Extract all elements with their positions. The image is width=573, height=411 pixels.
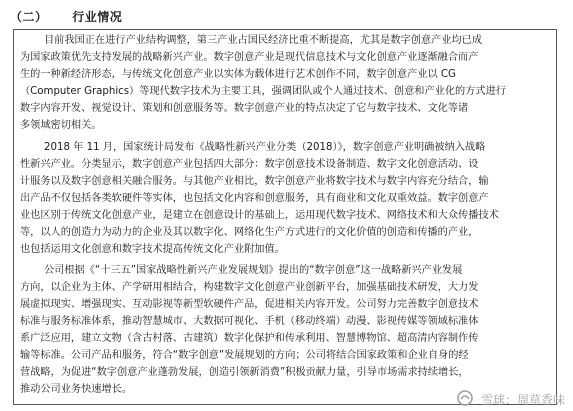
text-line: 输等标准。公司产品和服务，符合“数字创意”发展规划的方向；公司将结合国家政策和企业自身的经 bbox=[20, 350, 469, 361]
text-line: 标准与服务标准体系，推动智慧城市、大数据可视化、手机（移动终端）动漫、影视传媒等领域标准体 bbox=[20, 316, 479, 327]
text-line: 公司根据《“十三五”国家战略性新兴产业发展规划》提出的“数字创意”这一战略新兴产业发展 bbox=[44, 265, 463, 276]
watermark bbox=[457, 390, 565, 408]
text-line: 性新兴产业。分类显示，数字创意产业包括四大部分：数字创意技术设备制造、数字文化创意活动、设 bbox=[20, 159, 479, 170]
watermark-text: 雪球：周草香味 bbox=[480, 393, 565, 407]
text-line: 数字内容开发、视觉设计、策划和创意服务等。数字创意产业的特点决定了它与数字技术、文化等诸 bbox=[20, 103, 469, 114]
snowball-logo-icon bbox=[457, 390, 473, 411]
text-line: 业也区别于传统文化创意产业，是建立在创意设计的基础上，运用现代数字技术、网络技术和大众传播技术 bbox=[20, 210, 499, 221]
section-title: 行业情况 bbox=[72, 10, 123, 24]
text-line: 计服务以及数字创意相关融合服务。与其他产业相比，数字创意产业将数字技术与数字内容充分结合，输 bbox=[20, 176, 489, 187]
section-heading bbox=[10, 8, 122, 26]
section-number: （二） bbox=[10, 10, 48, 24]
text-line: 方向，以企业为主体、产学研用相结合，构建数字文化创意产业创新平台，加强基础技术研发，大力发 bbox=[20, 282, 479, 293]
text-line: 推动公司业务快速增长。 bbox=[20, 384, 133, 395]
content-box bbox=[13, 29, 557, 405]
text-line: 也包括运用文化创意和数字技术提高传统文化产业附加值。 bbox=[20, 244, 285, 255]
text-line: 等，以人的创造力为动力的企业及其以数字化、网络化生产方式进行的文化价值的创造和传播的产业， bbox=[20, 227, 479, 238]
text-line: 目前我国正在进行产业结构调整，第三产业占国民经济比重不断提高，尤其是数字创意产业均已成 bbox=[44, 35, 483, 46]
text-line: 2018 年 11 月，国家统计局发布《战略性新兴产业分类（2018）》，数字创意产业明确被纳入战略 bbox=[44, 142, 486, 153]
text-line: （Computer Graphics）等现代数字技术为主要工具，强调团队或个人通过技术、创意和产业化的方式进行 bbox=[20, 86, 506, 97]
text-line: 系广泛应用，建立文物（含古村落、古建筑）数字化保护和传承利用、智慧博物馆、超高清内容制作传 bbox=[20, 333, 479, 344]
text-line: 出产品不仅包括各类软硬件等实体，也包括文化内容和创意服务，具有商业和文化双重效益。数字创意产 bbox=[20, 193, 489, 204]
text-line: 展虚拟现实、增强现实、互动影视等新型软硬件产品，促进相关内容开发。公司努力完善数字创意技术 bbox=[20, 299, 479, 310]
text-line: 营战略，为促进“数字创意产业蓬勃发展，创造引领新消费”积极贡献力量，引导市场需求持续增长， bbox=[20, 367, 469, 378]
text-line: 生的一种新经济形态，与传统文化创意产业以实体为载体进行艺术创作不同，数字创意产业以 CG bbox=[20, 69, 456, 80]
text-line: 为国家政策优先支持发展的战略新兴产业。数字创意产业是现代信息技术与文化创意产业逐渐融合而产 bbox=[20, 52, 479, 63]
text-line: 多领域密切相关。 bbox=[20, 120, 102, 131]
